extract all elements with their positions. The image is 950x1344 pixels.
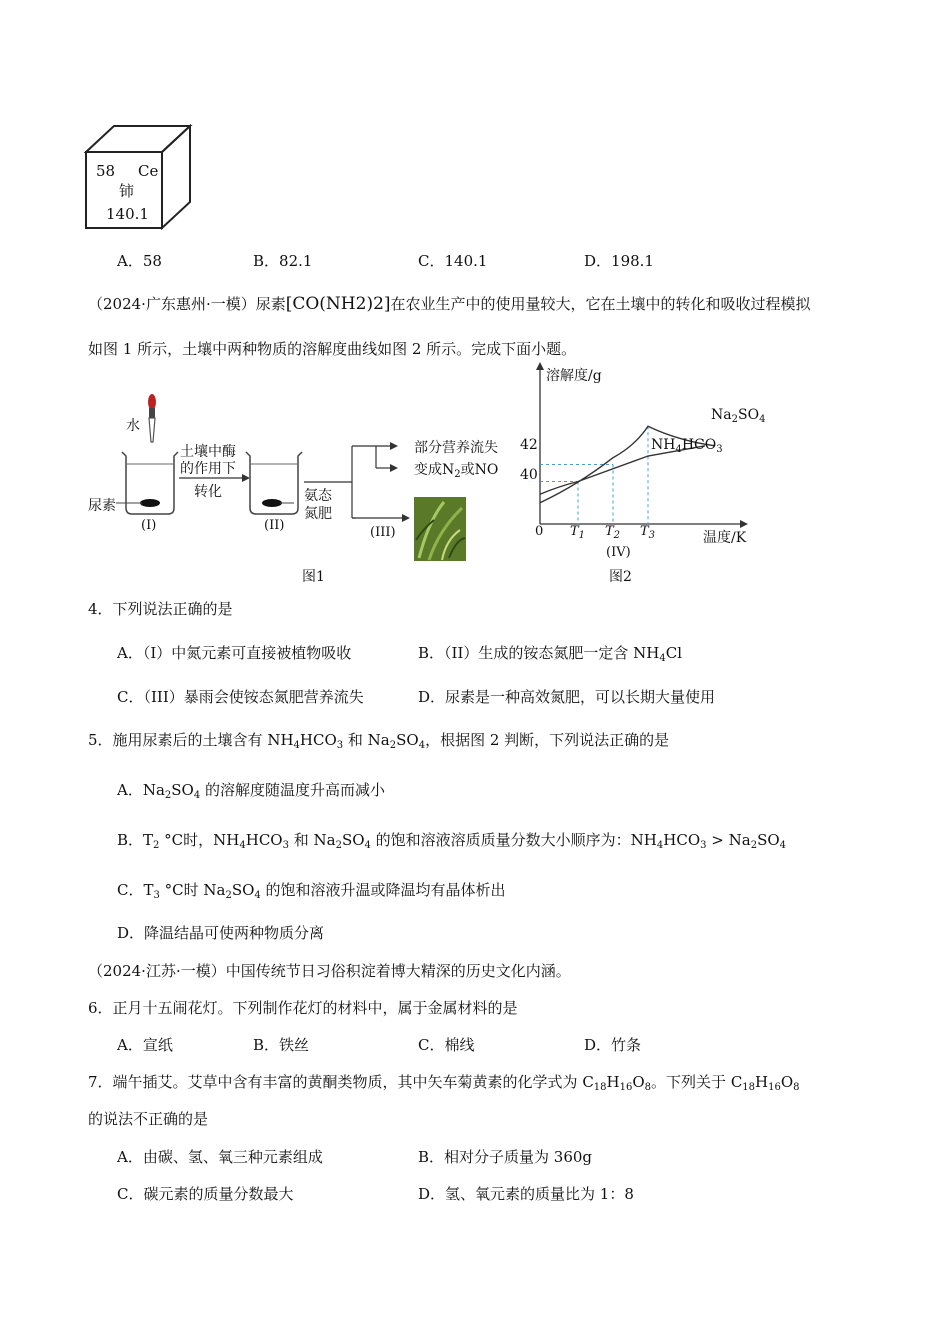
q6-option-c: C．棉线 (418, 1036, 475, 1054)
chart-ylabel: 溶解度/g (546, 368, 602, 384)
chart-series-nh4hco3: $NH_4HCO_3$ (651, 437, 723, 455)
chart-y-arrow (536, 362, 544, 370)
q6-option-b: B．铁丝 (253, 1036, 310, 1054)
q4-option-b: B．（II）生成的铵态氮肥一定含 $NH_4Cl$ (418, 644, 683, 664)
fig1-caption: 图1 (302, 569, 325, 585)
q3-option-c: C．140.1 (418, 252, 488, 270)
chart-origin: 0 (535, 524, 544, 539)
fig1-label-i: (I) (141, 518, 157, 533)
fig1-branch-2: 变成$N_2$或NO (414, 462, 499, 480)
q4-option-d: D．尿素是一种高效氮肥，可以长期大量使用 (418, 688, 716, 706)
chart-xlabel: 温度/K (703, 530, 747, 546)
q7-stem-1: 7．端午插艾。艾草中含有丰富的黄酮类物质，其中矢车菊黄素的化学式为 $C_{18}H_{16}O_8$。下列关于 $C_{18}H_{16}O_8$ (88, 1073, 800, 1093)
fig1-arrow-label-3: 转化 (194, 484, 222, 500)
q7-stem-2: 的说法不正确的是 (88, 1110, 209, 1128)
intro-line-1 (88, 293, 811, 314)
q4-option-a: A．（I）中氮元素可直接被植物吸收 (117, 644, 352, 662)
q5-option-a: A．$Na_2SO_4$ 的溶解度随温度升高而减小 (117, 781, 386, 801)
chart-label-iv: (IV) (606, 545, 631, 560)
q6-option-d: D．竹条 (584, 1036, 642, 1054)
fig1-arrow-label-2: 的作用下 (180, 461, 236, 477)
q5-option-b: B．$T_2$ °C时，$NH_4HCO_3$ 和 $Na_2SO_4$ 的饱和溶液溶质质量分数大小顺序为：$NH_4HCO_3 > Na_2SO_4$ (117, 831, 787, 851)
intro-source: （2024·广东惠州·一模）尿素 (88, 295, 286, 313)
intro-line1-rest: 在农业生产中的使用量较大，它在土壤中的转化和吸收过程模拟 (390, 295, 811, 313)
q7-option-a: A．由碳、氢、氧三种元素组成 (117, 1148, 323, 1166)
fig1-branch-1: 部分营养流失 (414, 440, 498, 456)
q6-option-a: A．宣纸 (117, 1036, 173, 1054)
figure-2-chart (510, 360, 770, 590)
q3-option-b: B．82.1 (253, 252, 313, 270)
fig1-label-ii: (II) (264, 518, 285, 533)
q7-option-b: B．相对分子质量为 360g (418, 1148, 593, 1166)
q6-stem: 6．正月十五闹花灯。下列制作花灯的材料中，属于金属材料的是 (88, 999, 518, 1017)
fig1-water-label: 水 (126, 418, 140, 434)
intro-line-2: 如图 1 所示，土壤中两种物质的溶解度曲线如图 2 所示。完成下面小题。 (88, 340, 577, 358)
element-symbol: Ce (138, 162, 159, 180)
q7-option-c: C．碳元素的质量分数最大 (117, 1185, 294, 1203)
source-2: （2024·江苏·一模）中国传统节日习俗积淀着博大精深的历史文化内涵。 (88, 962, 571, 980)
chart-xtick-t3: $T_3$ (640, 524, 656, 541)
chart-series-na2so4: $Na_2SO_4$ (711, 407, 766, 425)
chart-ytick-40: 40 (520, 467, 538, 483)
urea-formula: [CO(NH2)2] (285, 294, 391, 314)
q7-option-d: D．氢、氧元素的质量比为 1：8 (418, 1185, 634, 1203)
chart-caption: 图2 (609, 569, 632, 585)
chart-xtick-t2: $T_2$ (605, 524, 621, 541)
q4-stem: 4．下列说法正确的是 (88, 600, 233, 618)
q5-option-d: D．降温结晶可使两种物质分离 (117, 924, 325, 942)
element-atomic-number: 58 (96, 162, 116, 180)
q3-option-d: D．198.1 (584, 252, 654, 270)
element-mass: 140.1 (106, 205, 149, 223)
fig1-urea-label: 尿素 (88, 498, 116, 514)
fig1-arrow-label-1: 土壤中酶 (180, 444, 236, 460)
fig1-label-iii: (III) (370, 525, 396, 540)
q5-stem: 5．施用尿素后的土壤含有 $NH_4HCO_3$ 和 $Na_2SO_4$，根据图 2 判断，下列说法正确的是 (88, 731, 670, 751)
fig1-ammonium-1: 氨态 (304, 488, 332, 504)
fig1-ammonium-2: 氮肥 (304, 506, 332, 522)
chart-xtick-t1: $T_1$ (570, 524, 586, 541)
figure-1 (84, 390, 504, 590)
q3-option-a: A．58 (117, 252, 162, 270)
chart-ytick-42: 42 (520, 437, 538, 453)
element-name: 铈 (119, 182, 135, 200)
q4-option-c: C．（III）暴雨会使铵态氮肥营养流失 (117, 688, 364, 706)
q5-option-c: C．$T_3$ °C时 $Na_2SO_4$ 的饱和溶液升温或降温均有晶体析出 (117, 881, 506, 901)
